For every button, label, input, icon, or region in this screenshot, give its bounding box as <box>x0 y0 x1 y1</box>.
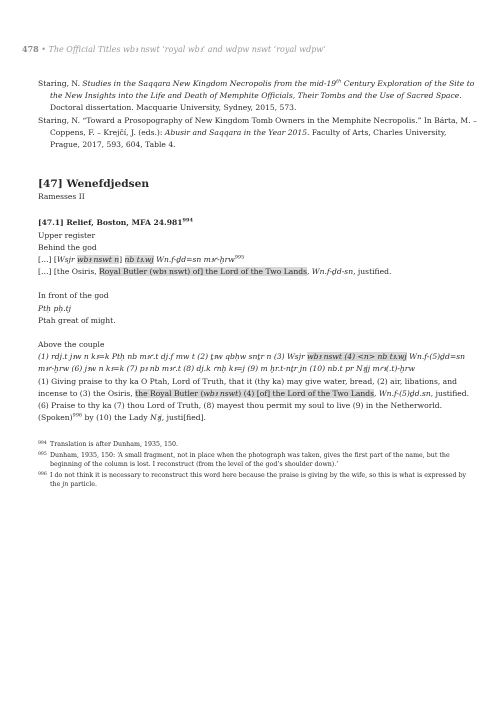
footnote-text-italic: jn <box>62 481 69 489</box>
main-content <box>38 78 478 491</box>
translit-part: Wn.f-ḏd=sn mꜣꜥ-ḫrw <box>153 255 235 265</box>
translation-line <box>38 266 478 278</box>
translation-part: , justified. (6) Praise to thy ka (7) thou Lord of Truth, (8) mayest thou permit my soul to live (9) in the Netherworld. (Spoken) <box>38 388 470 423</box>
footnote-number: 996 <box>38 471 47 477</box>
position-label: Behind the god <box>38 242 97 252</box>
translation-part: (1) Giving praise to thy ka O Ptah, Lord of Truth, that it (thy ka) may give water, bread, (2) air, libations, and incense to (3) the Osiris, <box>38 376 457 398</box>
footnote-ref-994: 994 <box>182 217 193 224</box>
footnote-number: 994 <box>38 441 47 447</box>
translation-name: Wn.f-(5)ḏd.sn <box>378 388 431 398</box>
translation-part: , <box>374 388 379 398</box>
translit-part: ] <box>119 255 125 265</box>
translit-part: Wn.f-(5)ḏd=sn mꜣꜥ-ḫrw (6) jꜣw n kꜣ=k (7) pꜣ nb mꜣꜥ.t (8) dj.k ꜥnḫ kꜣ=j (9) m ḫr.t-nṯr jn (10) nb.t pr Nꜣjj mꜥꜣ(.t)-ḫrw <box>38 352 465 374</box>
transliteration-line <box>38 254 478 266</box>
footnote-ref-996: 996 <box>72 412 83 419</box>
footnote-ref-995: 995 <box>234 254 245 261</box>
translation-name: Nꜣj <box>150 413 162 423</box>
translit-part: (1) rdj.t jꜣw n kꜣ=k Ptḥ nb mꜣꜥ.t dj.f mw t (2) ṯꜣw qbḥw snṯr n (3) Wsjr <box>38 352 308 362</box>
entry-title-text: [47.1] Relief, Boston, MFA 24.981 <box>38 218 183 228</box>
footnotes <box>38 440 478 489</box>
reference-entry <box>38 78 478 115</box>
translation-highlight-part: wbꜣ nswt <box>203 388 239 398</box>
footnote-text: Translation is after Dunham, 1935, 150. <box>50 441 179 449</box>
footnote-number: 995 <box>38 451 47 457</box>
footnote <box>38 440 478 449</box>
ref-author: Staring, N. <box>38 79 80 88</box>
translation-highlight-part: the Royal Butler ( <box>135 388 204 398</box>
page-number: 478 <box>22 44 39 54</box>
footnote-text: I do not think it is necessary to reconstruct this word here because the praise is giving by the wife, so this is what is expressed by the <box>50 471 467 489</box>
translation-highlight <box>135 389 374 398</box>
entry-title <box>38 217 478 229</box>
translit-part: […] [ <box>38 255 57 265</box>
position-label: Above the couple <box>38 340 105 350</box>
ref-title-cont: Century Exploration of the Site to the New Insights into the Life and Death of Memphite Officials, Their Tombs and the Use of Sacred Space. <box>50 79 475 101</box>
ptah-translit: Ptḥ pḥ.tj <box>38 303 72 313</box>
translit-highlight: wbꜣ nswt n <box>77 255 120 265</box>
ref-title: Studies in the Saqqara New Kingdom Necropolis from the mid-19 <box>82 79 337 88</box>
running-title: The Official Titles wbꜣ nswt ‘royal wbꜣ’ and wdpw nswt ‘royal wdpw’ <box>48 45 326 54</box>
position-label: In front of the god <box>38 291 109 301</box>
translit-highlight: wbꜣ nswt (4) <n> nb tꜣ.wj <box>307 352 407 362</box>
transliteration-line <box>38 303 478 315</box>
translit-highlight: nb tꜣ.wj <box>124 255 154 265</box>
translation-part: […] [the Osiris, <box>38 267 100 277</box>
section-subtitle: Ramesses II <box>38 192 85 202</box>
translation-highlight: Royal Butler (wbꜣ nswt) of] the Lord of the Two Lands <box>99 267 307 277</box>
translation-part: , justi[fied]. <box>161 413 206 423</box>
ref-author: Staring, N. <box>38 115 80 125</box>
translation-part: by (10) the Lady <box>82 413 151 423</box>
footnote <box>38 471 478 490</box>
ref-title-sup: th <box>336 78 342 85</box>
ref-details: Doctoral dissertation. Macquarie University, Sydney, 2015, 573. <box>50 103 297 113</box>
transliteration-block <box>38 351 478 375</box>
translit-part: Wsjr <box>56 255 78 265</box>
footnote-text: Dunham, 1935, 150: ‘A small fragment, not in place when the photograph was taken, gives the first part of the name, but the beginning of the column is lost. I reconstruct (from the level of the god’s shoulder down).’ <box>50 451 450 469</box>
ref-article: “Toward a Prosopography of New Kingdom Tomb Owners in the Memphite Necropolis.” In Bárta, M. – Coppens, F. – Krejčí, J. (eds.): <box>50 115 477 137</box>
translation-part: , <box>306 267 312 277</box>
translation-part: , justified. <box>353 267 392 277</box>
translation-block <box>38 376 478 425</box>
translation-highlight-part: ) (4) [of] the Lord of the Two Lands <box>238 388 375 398</box>
header-separator: • <box>41 45 46 54</box>
translation-line: Ptah great of might. <box>38 315 116 325</box>
translation-name: Wn.f-ḏd-sn <box>311 267 354 277</box>
register-label: Upper register <box>38 230 96 240</box>
reference-entry <box>38 115 478 152</box>
footnote <box>38 451 478 470</box>
running-header <box>22 44 462 54</box>
footnote-text: particle. <box>68 481 97 489</box>
ref-details: Faculty of Arts, Charles University, Prague, 2017, 593, 604, Table 4. <box>50 127 447 150</box>
ref-book: Abusir and Saqqara in the Year 2015. <box>164 127 310 137</box>
section-title: [47] Wenefdjedsen <box>38 178 150 191</box>
